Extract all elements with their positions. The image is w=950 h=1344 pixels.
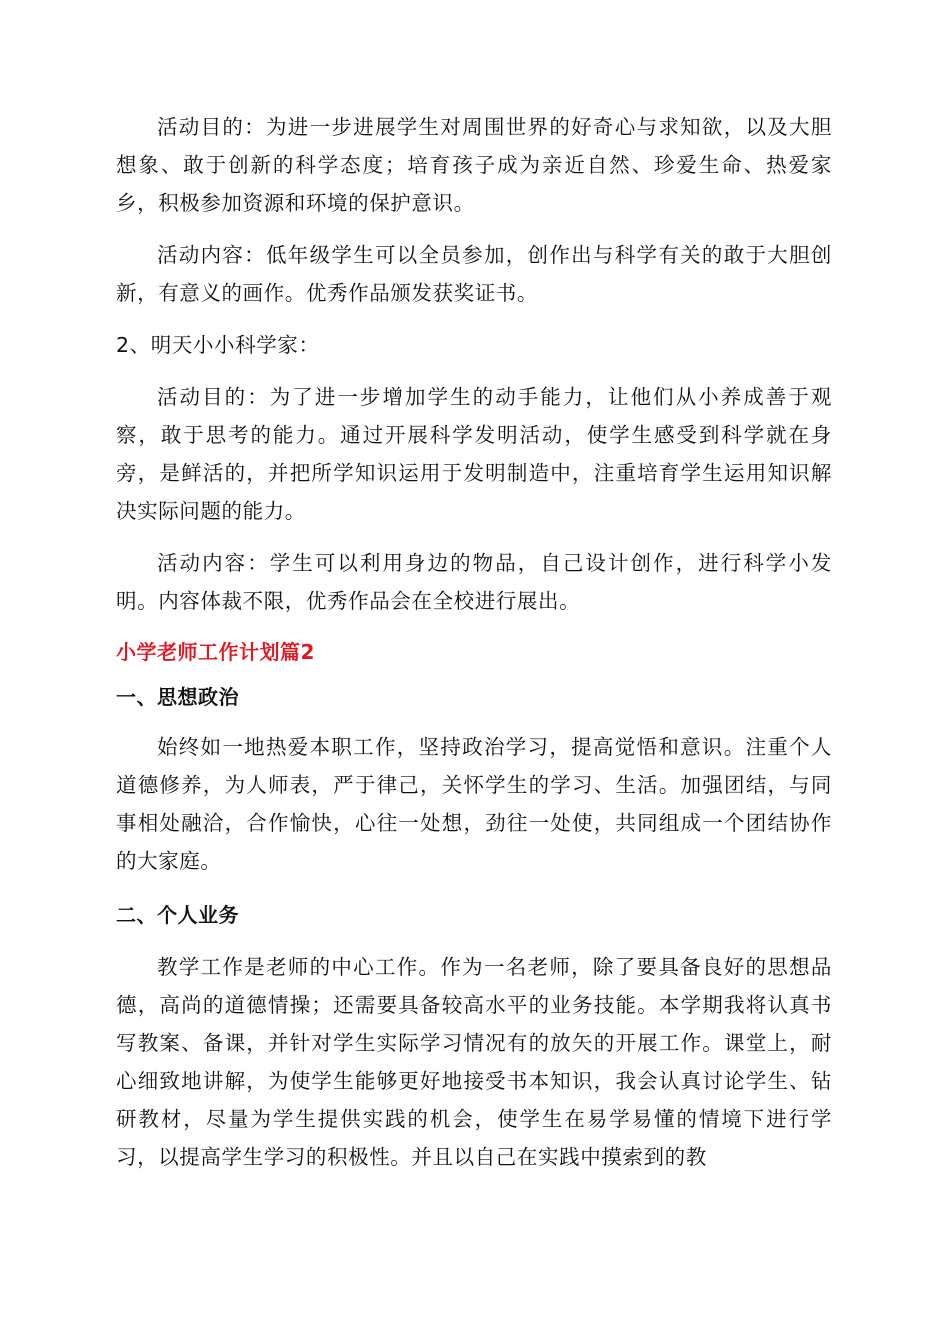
paragraph-personal-business: 教学工作是老师的中心工作。作为一名老师，除了要具备良好的思想品德，高尚的道德情操；还需要具备较高水平的业务技能。本学期我将认真书写教案、备课，并针对学生实际学习情况有的放矢的开展工作。课堂上，耐心细致地讲解，为使学生能够更好地接受书本知识，我会认真讨论学生、钻研教材，尽量为学生提供实践的机会，使学生在易学易懂的情境下进行学习，以提高学生学习的积极性。并且以自己在实践中摸索到的教 [116,955,832,1169]
paragraph-activity-content-2: 活动内容：学生可以利用身边的物品，自己设计创作，进行科学小发明。内容体裁不限，优秀作品会在全校进行展出。 [116,551,832,613]
paragraph-ideology-politics: 始终如一地热爱本职工作，坚持政治学习，提高觉悟和意识。注重个人道德修养，为人师表，严于律己，关怀学生的学习、生活。加强团结，与同事相处融洽，合作愉快，心往一处想，劲往一处使，共同组成一个团结协作的大家庭。 [116,735,832,873]
paragraph-activity-purpose-2: 活动目的：为了进一步增加学生的动手能力，让他们从小养成善于观察，敢于思考的能力。通过开展科学发明活动，使学生感受到科学就在身旁，是鲜活的，并把所学知识运用于发明制造中，注重培育学生运用知识解决实际问题的能力。 [116,385,832,523]
paragraph-activity-purpose-1: 活动目的：为进一步进展学生对周围世界的好奇心与求知欲，以及大胆想象、敢于创新的科学态度；培育孩子成为亲近自然、珍爱生命、热爱家乡，积极参加资源和环境的保护意识。 [116,115,832,215]
list-item-future-scientist: 2、明天小小科学家： [116,333,320,357]
document-page [116,108,832,1176]
section-title-plan-2: 小学老师工作计划篇2 [116,640,315,664]
paragraph-activity-content-1: 活动内容：低年级学生可以全员参加，创作出与科学有关的敢于大胆创新，有意义的画作。优秀作品颁发获奖证书。 [116,243,832,305]
heading-personal-business: 二、个人业务 [116,903,239,927]
heading-ideology-politics: 一、思想政治 [116,685,239,709]
